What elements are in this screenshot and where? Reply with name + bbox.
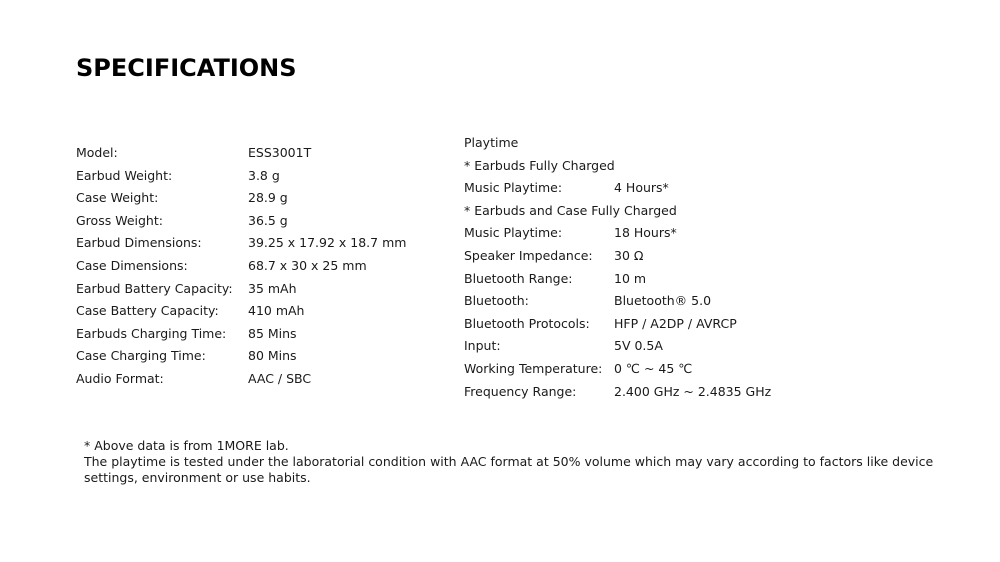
spec-label: Case Dimensions: [76,257,188,273]
page-title: SPECIFICATIONS [76,54,297,82]
spec-label: Earbud Dimensions: [76,235,202,251]
spec-label: Working Temperature: [464,360,603,376]
spec-label: Earbud Battery Capacity: [76,280,233,296]
spec-row-bluetooth-protocols [464,313,737,336]
playtime-heading: Playtime [464,135,519,150]
spec-row-music-playtime-case [464,222,677,245]
spec-label: Case Charging Time: [76,348,206,364]
spec-label: Music Playtime: [464,180,563,196]
spec-label: Audio Format: [76,370,164,386]
spec-row-working-temperature [464,358,693,381]
spec-label: Bluetooth Protocols: [464,315,590,331]
spec-label: Input: [464,338,501,354]
spec-value: 35 mAh [248,280,297,296]
spec-value: 30 Ω [614,247,644,263]
spec-value: HFP / A2DP / AVRCP [614,315,737,331]
spec-value: 4 Hours* [614,180,669,196]
spec-value: 80 Mins [248,348,297,364]
spec-label: Earbuds Charging Time: [76,325,227,341]
spec-value: 36.5 g [248,212,288,228]
spec-value: 2.400 GHz ~ 2.4835 GHz [614,383,772,399]
spec-label: Speaker Impedance: [464,247,593,263]
spec-value: 5V 0.5A [614,338,663,354]
spec-value: 39.25 x 17.92 x 18.7 mm [248,235,407,251]
spec-label: Model: [76,145,118,160]
spec-value: 0 ℃ ~ 45 ℃ [614,360,693,376]
spec-label: Earbud Weight: [76,167,173,183]
spec-label: Frequency Range: [464,383,577,399]
spec-row-frequency-range [464,381,772,404]
spec-row-music-playtime-earbuds [464,177,677,200]
spec-row-bluetooth [464,290,712,313]
spec-label: Case Weight: [76,190,159,206]
spec-value: 85 Mins [248,325,297,341]
spec-label: Gross Weight: [76,212,163,228]
footnote [84,438,944,486]
spec-value: 10 m [614,270,647,286]
spec-value: 28.9 g [248,190,288,206]
spec-label: Case Battery Capacity: [76,303,219,319]
spec-label: Bluetooth Range: [464,270,573,286]
spec-value: 410 mAh [248,303,305,319]
spec-row-bluetooth-range [464,268,677,291]
spec-value: 3.8 g [248,167,280,183]
spec-label: Bluetooth: [464,293,529,309]
spec-value: ESS3001T [248,145,312,160]
earbuds-charged-note: * Earbuds Fully Charged [464,157,615,173]
footnote-source: * Above data is from 1MORE lab. [84,438,289,453]
spec-label: Music Playtime: [464,225,563,241]
spec-value: AAC / SBC [248,370,312,386]
spec-value: 18 Hours* [614,225,677,241]
right-spec-list [464,132,772,403]
spec-value: 68.7 x 30 x 25 mm [248,257,367,273]
spec-value: Bluetooth® 5.0 [614,293,712,309]
spec-row-speaker-impedance [464,245,677,268]
spec-row-input [464,335,677,358]
case-charged-note: * Earbuds and Case Fully Charged [464,202,677,218]
footnote-disclaimer: The playtime is tested under the laboratorial condition with AAC format at 50% volume which may vary according to factors like device settings, environment or use habits. [84,454,934,485]
